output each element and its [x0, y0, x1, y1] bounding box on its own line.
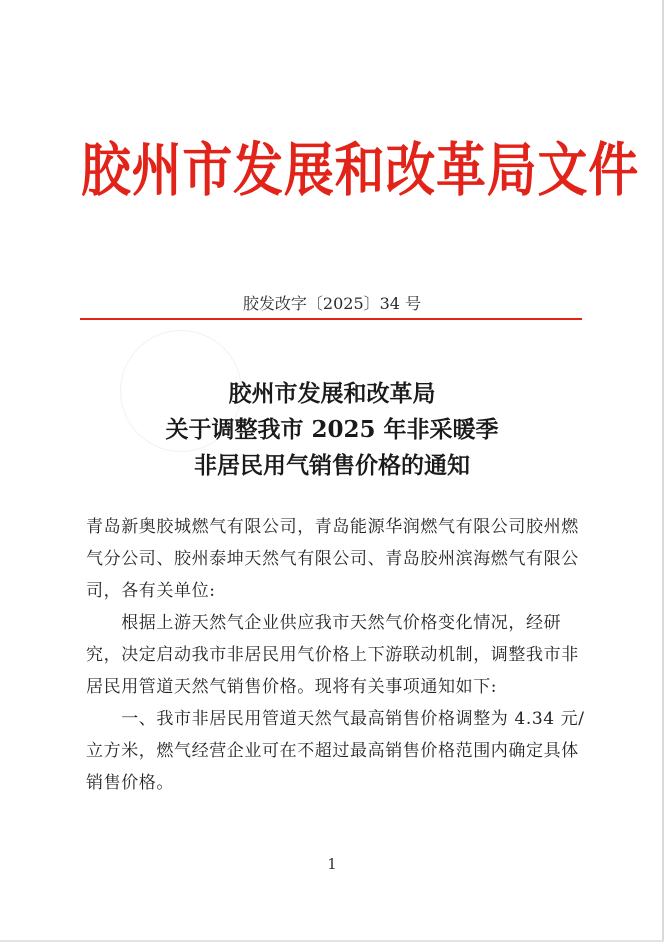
body-line-4: 根据上游天然气企业供应我市天然气价格变化情况，经研: [86, 613, 562, 633]
document-title-line-1: 胶州市发展和改革局: [228, 380, 436, 407]
body-line-3: 司，各有关单位:: [86, 581, 216, 601]
body-line-8: 立方米，燃气经营企业可在不超过最高销售价格范围内确定具体: [86, 741, 579, 761]
red-separator-line: [80, 318, 582, 320]
body-line-7: 一、我市非居民用管道天然气最高销售价格调整为 4.34 元/: [86, 709, 585, 729]
body-line-1: 青岛新奥胶城燃气有限公司，青岛能源华润燃气有限公司胶州燃: [86, 517, 579, 537]
document-number: 胶发改字〔2025〕34 号: [242, 294, 422, 313]
document-title-line-2: 关于调整我市 2025 年非采暖季: [165, 416, 499, 443]
body-line-2: 气分公司、胶州泰坤天然气有限公司、青岛胶州滨海燃气有限公: [86, 549, 579, 569]
body-line-6: 居民用管道天然气销售价格。现将有关事项通知如下:: [86, 677, 498, 697]
document-masthead: 胶州市发展和改革局文件: [80, 136, 640, 204]
page-number: 1: [327, 855, 337, 873]
document-title-line-3: 非居民用气销售价格的通知: [194, 452, 470, 479]
body-line-5: 究，决定启动我市非居民用气价格上下游联动机制，调整我市非: [86, 645, 579, 665]
body-line-9: 销售价格。: [86, 773, 174, 793]
